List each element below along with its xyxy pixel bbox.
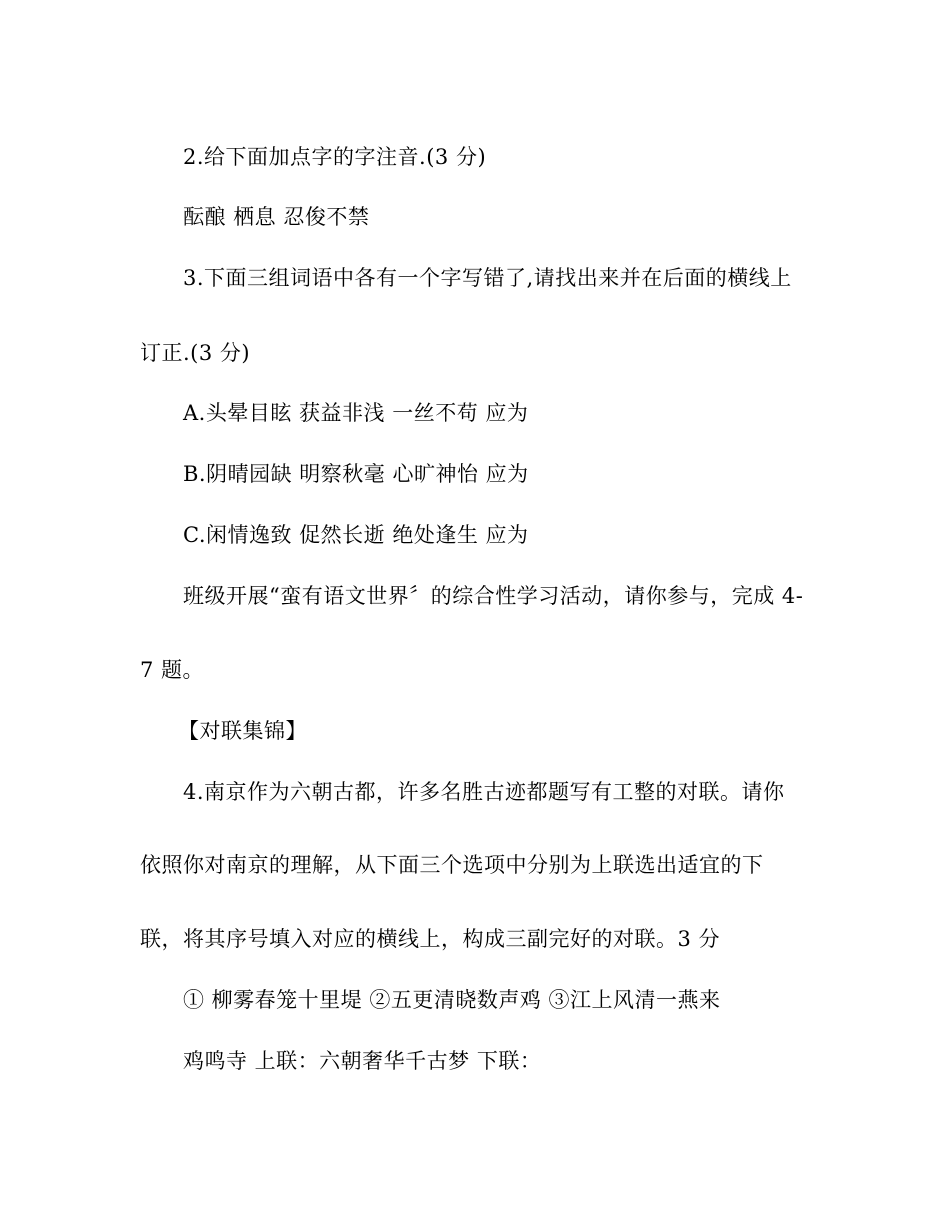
- question-2-words: 酝酿 栖息 忍俊不禁: [183, 205, 370, 229]
- question-3-option-c: C.闲情逸致 促然长逝 绝处逢生 应为: [183, 523, 529, 547]
- question-4-prompt-line-2: 依照你对南京的理解，从下面三个选项中分别为上联选出适宜的下: [140, 853, 764, 877]
- question-4-choices: ① 柳雾春笼十里堤 ②五更清晓数声鸡 ③江上风清一燕来: [183, 988, 721, 1012]
- question-3-option-b: B.阴晴园缺 明察秋毫 心旷神怡 应为: [183, 462, 529, 486]
- question-4-couplet: 鸡鸣寺 上联：六朝奢华千古梦 下联：: [183, 1049, 542, 1073]
- activity-intro-line-1: 班级开展“蛮有语文世界〞的综合性学习活动，请你参与，完成 4-: [183, 584, 804, 608]
- question-3-prompt-line-2: 订正.(3 分): [140, 341, 251, 365]
- question-3-option-a: A.头晕目眩 获益非浅 一丝不苟 应为: [183, 401, 529, 425]
- question-4-prompt-line-1: 4.南京作为六朝古都，许多名胜古迹都题写有工整的对联。请你: [183, 780, 785, 804]
- question-2-prompt: 2.给下面加点字的字注音.(3 分): [183, 145, 487, 169]
- question-4-prompt-line-3: 联，将其序号填入对应的横线上，构成三副完好的对联。3 分: [140, 927, 721, 951]
- question-3-prompt-line-1: 3.下面三组词语中各有一个字写错了,请找出来并在后面的横线上: [183, 266, 792, 290]
- activity-intro-line-2: 7 题。: [140, 658, 205, 682]
- section-title: 【对联集锦】: [178, 719, 307, 743]
